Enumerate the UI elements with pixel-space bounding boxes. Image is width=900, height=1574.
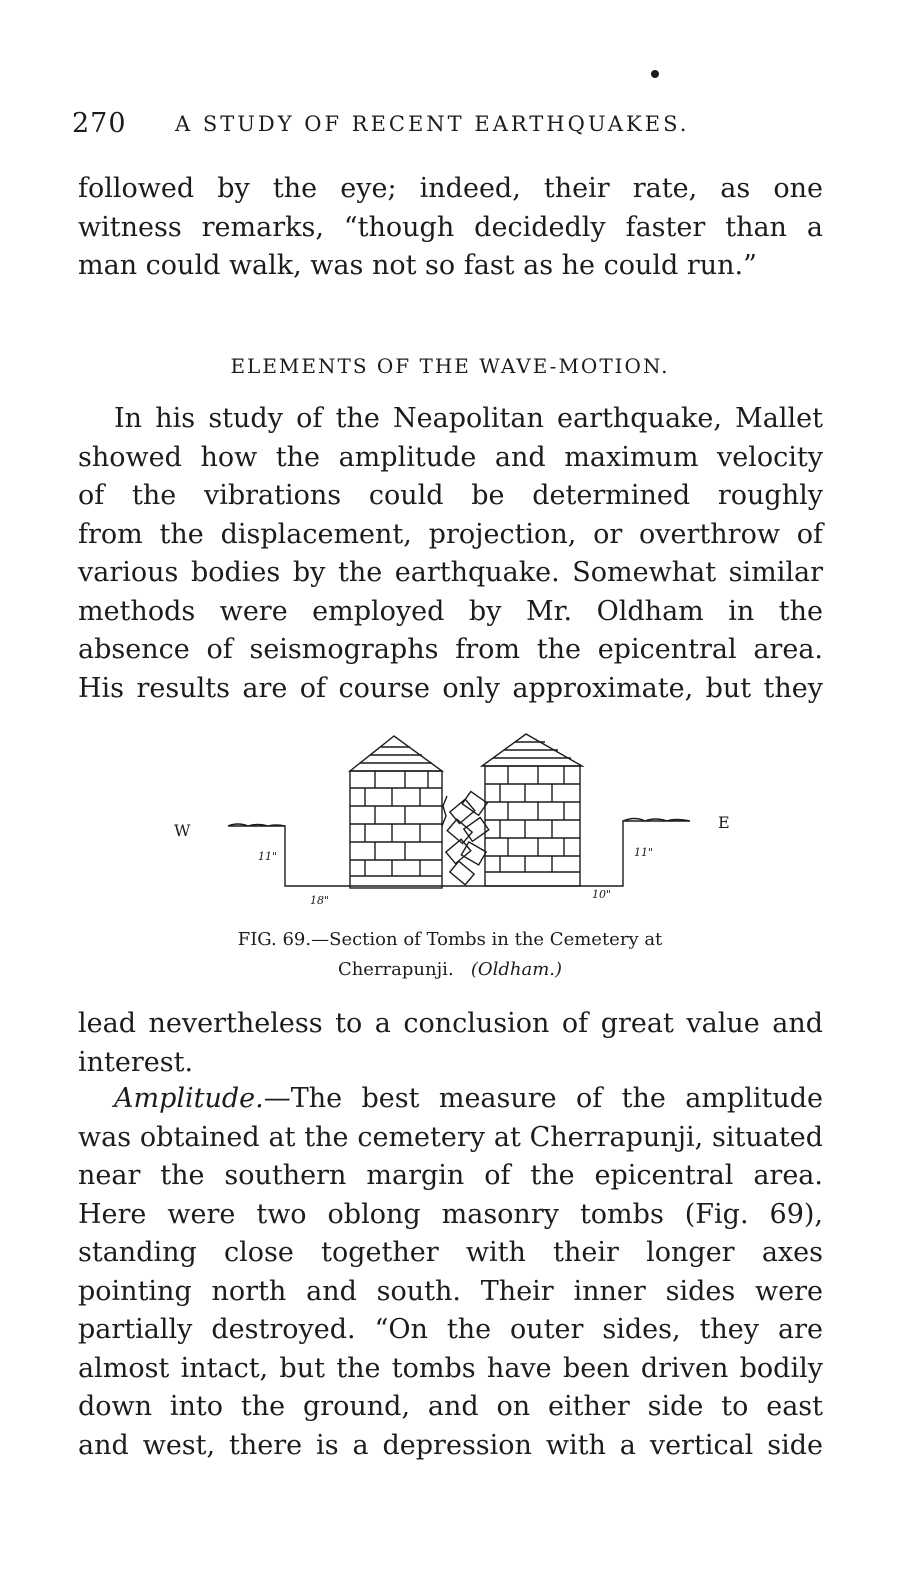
- text-line: various bodies by the earthquake. Somewhat similar: [78, 557, 823, 588]
- text-line: lead nevertheless to a conclusion of great value and: [78, 1008, 823, 1039]
- running-title: A STUDY OF RECENT EARTHQUAKES.: [175, 112, 690, 136]
- fallen-masonry: [442, 792, 489, 885]
- text-line: witness remarks, “though decidedly faster than a: [78, 211, 823, 243]
- text-line: followed by the eye; indeed, their rate, as one: [78, 173, 823, 204]
- right-tomb: [482, 734, 582, 886]
- text-line: Here were two oblong masonry tombs (Fig. 69),: [78, 1198, 823, 1230]
- text-line: absence of seismographs from the epicentral area.: [78, 634, 823, 665]
- printer-mark: [651, 70, 659, 78]
- top-paragraph: [78, 170, 823, 286]
- text-line: almost intact, but the tombs have been driven bodily: [78, 1352, 823, 1384]
- text-line: methods were employed by Mr. Oldham in the: [78, 595, 823, 627]
- west-label: W: [174, 821, 191, 840]
- page-number: 270: [72, 108, 127, 139]
- lead-term: Amplitude.: [114, 1083, 264, 1114]
- text-line: His results are of course only approximate, but they: [78, 672, 823, 704]
- text-line: [78, 1080, 823, 1119]
- ground-profile: [228, 821, 690, 886]
- text-line: down into the ground, and on either side to east: [78, 1391, 823, 1422]
- paragraph-amplitude: [78, 1080, 823, 1465]
- text-line: and west, there is a depression with a vertical side: [78, 1429, 823, 1461]
- text-line: interest.: [78, 1046, 194, 1078]
- left-tomb: [350, 736, 442, 888]
- text-line: man could walk, was not so fast as he could run.”: [78, 250, 757, 281]
- depth-label-right: 11": [634, 846, 654, 859]
- text-run: —The best measure of the amplitude: [263, 1083, 823, 1114]
- figure-caption: [150, 925, 750, 985]
- text-line: was obtained at the cemetery at Cherrapunji, situated: [78, 1121, 823, 1153]
- text-line: near the southern margin of the epicentral area.: [78, 1160, 823, 1191]
- depth-label-left: 11": [258, 850, 278, 863]
- text-line: showed how the amplitude and maximum velocity: [78, 441, 823, 473]
- paragraph-continued: [78, 1005, 823, 1082]
- running-header: [72, 108, 832, 148]
- caption-author: (Oldham.): [470, 959, 563, 980]
- width-label-right: 10": [592, 888, 612, 901]
- tomb-section-figure: [160, 726, 760, 916]
- text-line: In his study of the Neapolitan earthquake, Mallet: [114, 403, 823, 434]
- text-line: from the displacement, projection, or overthrow of: [78, 518, 823, 550]
- width-label-left: 18": [310, 894, 330, 907]
- text-line: of the vibrations could be determined roughly: [78, 480, 823, 511]
- text-line: pointing north and south. Their inner sides were: [78, 1275, 823, 1307]
- east-label: E: [718, 813, 730, 832]
- paragraph-neapolitan: [78, 400, 823, 708]
- section-heading: ELEMENTS OF THE WAVE-MOTION.: [230, 354, 670, 378]
- text-line: partially destroyed. “On the outer sides, they are: [78, 1314, 823, 1345]
- caption-place: Cherrapunji.: [337, 959, 454, 980]
- caption-line-2: [150, 955, 750, 985]
- caption-line-1: FIG. 69.—Section of Tombs in the Cemetery at: [237, 929, 663, 950]
- text-line: standing close together with their longer axes: [78, 1237, 823, 1268]
